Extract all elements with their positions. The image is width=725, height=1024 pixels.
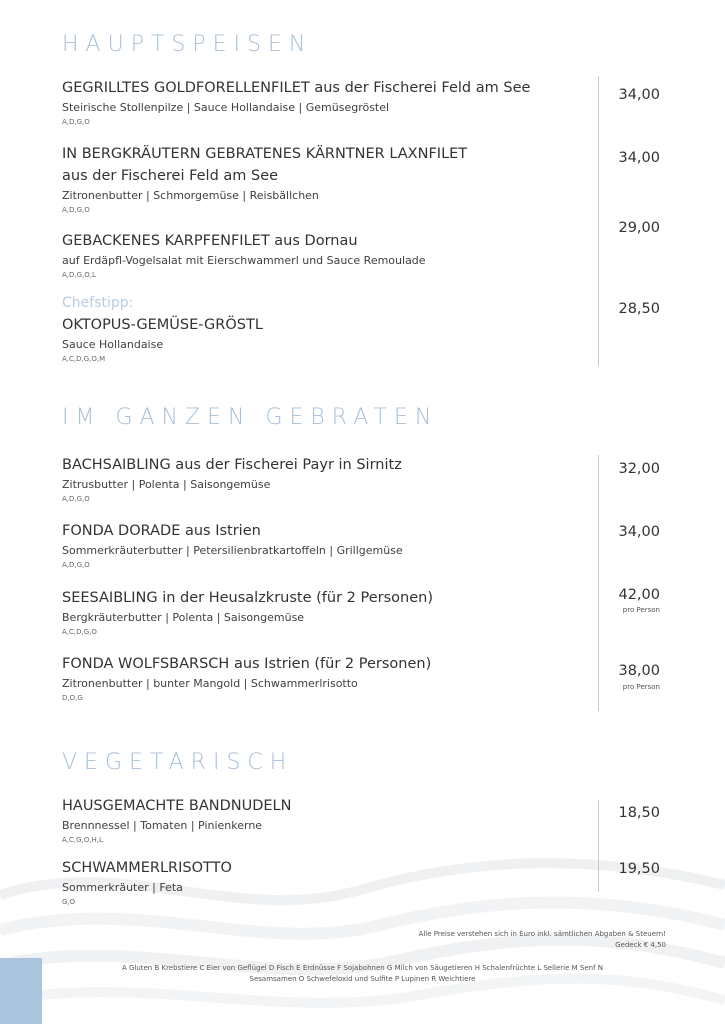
dish-description: Sommerkräuter | Feta bbox=[62, 881, 183, 894]
dish-name: SEESAIBLING in der Heusalzkruste (für 2 Personen) bbox=[62, 590, 433, 606]
dish-price: 34,00 bbox=[618, 150, 660, 166]
dish-price: 38,00 bbox=[618, 663, 660, 679]
price-divider bbox=[598, 76, 599, 366]
section-title-vegetarisch: VEGETARISCH bbox=[62, 750, 294, 775]
dish-name: SCHWAMMERLRISOTTO bbox=[62, 860, 232, 876]
menu-item-bachsaibling bbox=[62, 455, 587, 504]
allergen-legend-line1: A Gluten B Krebstiere C Eier von Geflügel D Fisch E Erdnüsse F Sojabohnen G Milch von Säugetieren H Schalenfrüchte L Sellerie M Senf N bbox=[121, 964, 604, 972]
section-title-hauptspeisen: HAUPTSPEISEN bbox=[62, 32, 313, 57]
dish-description: Steirische Stollenpilze | Sauce Hollandaise | Gemüsegröstel bbox=[62, 101, 390, 114]
dish-price: 19,50 bbox=[618, 861, 660, 877]
dish-allergens: A,D,G,O bbox=[62, 118, 90, 126]
chefs-tip-label: Chefstipp: bbox=[62, 295, 134, 311]
dish-description: Zitronenbutter | bunter Mangold | Schwammerlrisotto bbox=[62, 677, 358, 690]
menu-item-fonda-wolfsbarsch bbox=[62, 654, 587, 703]
dish-description: Sommerkräuterbutter | Petersilienbratkartoffeln | Grillgemüse bbox=[62, 544, 403, 557]
dish-name: FONDA WOLFSBARSCH aus Istrien (für 2 Personen) bbox=[62, 656, 432, 672]
dish-name: FONDA DORADE aus Istrien bbox=[62, 523, 261, 539]
menu-item-laxnfilet bbox=[62, 144, 587, 215]
dish-name-line2: aus der Fischerei Feld am See bbox=[62, 168, 279, 184]
dish-allergens: A,D,G,O bbox=[62, 495, 90, 503]
dish-allergens: D,O,G bbox=[62, 694, 83, 702]
menu-item-karpfenfilet bbox=[62, 231, 587, 280]
dish-name: GEGRILLTES GOLDFORELLENFILET aus der Fischerei Feld am See bbox=[62, 80, 531, 96]
menu-item-seesaibling bbox=[62, 588, 587, 637]
section-title-im-ganzen-gebraten: IM GANZEN GEBRATEN bbox=[62, 405, 439, 430]
allergen-legend-line2: Sesamsamen O Schwefeloxid und Sulfite P Lupinen R Weichtiere bbox=[249, 975, 476, 983]
dish-name: BACHSAIBLING aus der Fischerei Payr in Sirnitz bbox=[62, 457, 402, 473]
dish-allergens: G,O bbox=[62, 898, 76, 906]
dish-allergens: A,C,D,G,O bbox=[62, 628, 97, 636]
dish-description: auf Erdäpfl-Vogelsalat mit Eierschwammerl und Sauce Remoulade bbox=[62, 254, 426, 267]
dish-price: 34,00 bbox=[618, 524, 660, 540]
dish-description: Zitrusbutter | Polenta | Saisongemüse bbox=[62, 478, 271, 491]
dish-allergens: A,D,G,O bbox=[62, 206, 90, 214]
dish-name: HAUSGEMACHTE BANDNUDELN bbox=[62, 798, 292, 814]
dish-description: Brennnessel | Tomaten | Pinienkerne bbox=[62, 819, 263, 832]
dish-price: 29,00 bbox=[618, 220, 660, 236]
dish-name: GEBACKENES KARPFENFILET aus Dornau bbox=[62, 233, 358, 249]
price-per-person-note: pro Person bbox=[622, 683, 660, 691]
dish-name: IN BERGKRÄUTERN GEBRATENES KÄRNTNER LAXNFILET bbox=[62, 146, 468, 162]
menu-item-fonda-dorade bbox=[62, 521, 587, 570]
dish-allergens: A,C,D,G,O,M bbox=[62, 355, 106, 363]
price-divider bbox=[598, 455, 599, 711]
dish-price: 34,00 bbox=[618, 87, 660, 103]
dish-description: Zitronenbutter | Schmorgemüse | Reisbällchen bbox=[62, 189, 319, 202]
menu-item-goldforellenfilet bbox=[62, 78, 587, 127]
dish-description: Bergkräuterbutter | Polenta | Saisongemüse bbox=[62, 611, 305, 624]
menu-item-bandnudeln bbox=[62, 796, 587, 845]
dish-price: 18,50 bbox=[618, 805, 660, 821]
dish-name: OKTOPUS-GEMÜSE-GRÖSTL bbox=[62, 317, 263, 333]
cover-charge: Gedeck € 4,50 bbox=[615, 941, 666, 949]
price-disclaimer: Alle Preise verstehen sich in Euro inkl. sämtlichen Abgaben & Steuern! bbox=[418, 930, 666, 938]
dish-allergens: A,C,G,O,H,L bbox=[62, 836, 103, 844]
dish-allergens: A,D,G,O bbox=[62, 561, 90, 569]
menu-item-schwammerlrisotto bbox=[62, 858, 587, 907]
price-divider bbox=[598, 800, 599, 892]
menu-item-oktopus-groestl bbox=[62, 294, 587, 364]
dish-price: 42,00 bbox=[618, 587, 660, 603]
dish-price: 28,50 bbox=[618, 301, 660, 317]
dish-description: Sauce Hollandaise bbox=[62, 338, 164, 351]
dish-allergens: A,D,G,O,L bbox=[62, 271, 96, 279]
price-per-person-note: pro Person bbox=[622, 606, 660, 614]
corner-accent bbox=[0, 958, 42, 1024]
dish-price: 32,00 bbox=[618, 461, 660, 477]
